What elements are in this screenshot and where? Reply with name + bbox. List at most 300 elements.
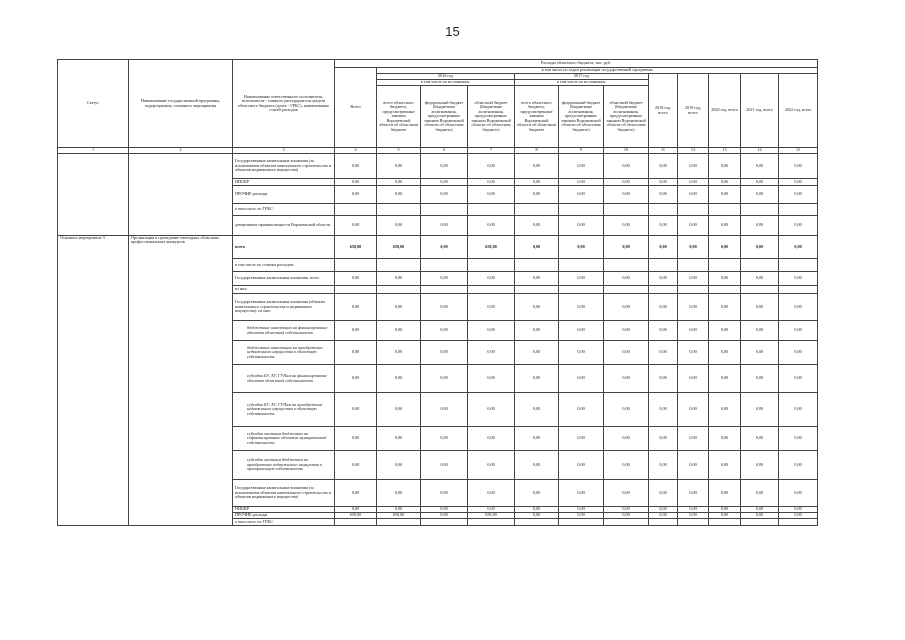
cell-value <box>377 519 421 526</box>
row-label: Государственные капитальные вложения (за исключением объектов капитального строительства и объектов недвижимого имущества) <box>233 480 335 507</box>
cell-value <box>515 519 559 526</box>
cell-value: 0,00 <box>515 272 559 286</box>
cell-value: 0,00 <box>604 365 649 393</box>
cell-value: 0,00 <box>678 294 709 321</box>
cell-value: 0,00 <box>678 365 709 393</box>
header-total: Всего <box>335 68 377 148</box>
cell-value: 0,00 <box>515 365 559 393</box>
cell-value: 0,00 <box>604 179 649 186</box>
cell-value: 0,00 <box>779 272 818 286</box>
cell-value: 0,00 <box>604 507 649 513</box>
cell-value: 0,00 <box>649 507 678 513</box>
cell-value: 0,00 <box>741 216 779 236</box>
cell-value: 0,00 <box>468 341 515 365</box>
cell-value: 0,00 <box>377 321 421 341</box>
cell-value: 0,00 <box>649 321 678 341</box>
cell-value: 0,00 <box>649 186 678 204</box>
cell-value: 0,00 <box>741 321 779 341</box>
cell-value: 0,00 <box>468 186 515 204</box>
cell-value <box>377 286 421 294</box>
cell-value: 0,00 <box>468 179 515 186</box>
cell-value: 0,00 <box>335 507 377 513</box>
cell-value: 0,00 <box>741 451 779 480</box>
cell-value: 0,00 <box>649 294 678 321</box>
cell-value: 0,00 <box>604 186 649 204</box>
cell-value: 0,00 <box>604 236 649 259</box>
cell-value: 0,00 <box>377 294 421 321</box>
col-num: 14 <box>741 148 779 154</box>
cell-value: 0,00 <box>335 154 377 179</box>
cell-value: 0,00 <box>468 507 515 513</box>
header-2017-regional: областной бюджет (Бюджетные ассигнования, предусмотренные законом Воронежской области об областном бюджете) <box>604 86 649 148</box>
cell-value: 0,00 <box>678 513 709 519</box>
cell-value: 0,00 <box>678 393 709 427</box>
cell-value <box>678 519 709 526</box>
header-status: Статус <box>58 60 129 148</box>
cell-value: 0,00 <box>421 154 468 179</box>
cell-value <box>678 286 709 294</box>
cell-value: 0,00 <box>649 236 678 259</box>
cell-value: 0,00 <box>335 216 377 236</box>
cell-value <box>741 259 779 272</box>
row-label: Государственные капитальные вложения (объекты капитального строительства и недвижимое имущество), из них: <box>233 294 335 321</box>
cell-value: 658,00 <box>468 513 515 519</box>
row-label: субсидии местным бюджетам на софинансирование объектов муниципальной собственности <box>233 427 335 451</box>
cell-value <box>421 286 468 294</box>
cell-value <box>741 204 779 216</box>
row-status: Основное мероприятие 3 <box>58 236 129 526</box>
cell-value: 0,00 <box>468 154 515 179</box>
cell-value <box>649 286 678 294</box>
cell-value: 0,00 <box>709 365 741 393</box>
cell-value: 0,00 <box>468 272 515 286</box>
cell-value <box>678 259 709 272</box>
cell-value: 0,00 <box>335 179 377 186</box>
cell-value: 0,00 <box>515 427 559 451</box>
cell-value: 0,00 <box>779 365 818 393</box>
cell-value <box>604 259 649 272</box>
cell-value: 0,00 <box>421 507 468 513</box>
cell-value: 0,00 <box>468 294 515 321</box>
cell-value: 0,00 <box>377 480 421 507</box>
cell-value: 0,00 <box>709 216 741 236</box>
cell-value: 0,00 <box>709 294 741 321</box>
cell-value: 0,00 <box>649 365 678 393</box>
cell-value: 0,00 <box>741 341 779 365</box>
cell-value <box>515 204 559 216</box>
cell-value: 0,00 <box>649 216 678 236</box>
cell-value: 0,00 <box>421 480 468 507</box>
cell-value: 0,00 <box>421 186 468 204</box>
cell-value: 658,00 <box>468 236 515 259</box>
cell-value: 0,00 <box>779 427 818 451</box>
page-number: 15 <box>445 24 460 39</box>
cell-value: 0,00 <box>779 236 818 259</box>
cell-value: 0,00 <box>604 480 649 507</box>
cell-value <box>604 519 649 526</box>
cell-value: 0,00 <box>335 186 377 204</box>
cell-value: 0,00 <box>779 294 818 321</box>
cell-value: 0,00 <box>559 294 604 321</box>
cell-value: 0,00 <box>421 236 468 259</box>
cell-value: 0,00 <box>515 186 559 204</box>
cell-value: 0,00 <box>468 480 515 507</box>
cell-value: 0,00 <box>649 154 678 179</box>
cell-value <box>741 519 779 526</box>
cell-value: 0,00 <box>779 321 818 341</box>
cell-value <box>649 204 678 216</box>
cell-value: 0,00 <box>377 427 421 451</box>
cell-value <box>779 204 818 216</box>
cell-value: 0,00 <box>741 393 779 427</box>
cell-value: 0,00 <box>559 186 604 204</box>
col-num: 7 <box>468 148 515 154</box>
cell-value: 0,00 <box>604 154 649 179</box>
cell-value: 0,00 <box>604 513 649 519</box>
header-program: Наименование государственной программы, подпрограммы, основного мероприятия <box>129 60 233 148</box>
col-num: 13 <box>709 148 741 154</box>
cell-value: 0,00 <box>709 186 741 204</box>
cell-value: 0,00 <box>377 507 421 513</box>
table-row <box>58 154 818 179</box>
cell-value: 0,00 <box>468 321 515 341</box>
cell-value <box>421 519 468 526</box>
cell-value: 0,00 <box>559 507 604 513</box>
cell-value: 0,00 <box>709 154 741 179</box>
header-2016-regional: областной бюджет (Бюджетные ассигнования, предусмотренные законом Воронежской области об областном бюджете) <box>468 86 515 148</box>
cell-value: 0,00 <box>709 236 741 259</box>
cell-value: 0,00 <box>709 321 741 341</box>
cell-value <box>559 286 604 294</box>
cell-value: 0,00 <box>741 179 779 186</box>
row-label: всего <box>233 236 335 259</box>
cell-value: 0,00 <box>779 513 818 519</box>
cell-value: 0,00 <box>559 272 604 286</box>
cell-value: 0,00 <box>468 216 515 236</box>
cell-value: 0,00 <box>678 186 709 204</box>
cell-value: 0,00 <box>421 294 468 321</box>
cell-value: 0,00 <box>421 341 468 365</box>
cell-value: 0,00 <box>741 427 779 451</box>
header-incl-2016: в том числе по источникам: <box>377 80 515 86</box>
cell-value: 0,00 <box>709 451 741 480</box>
cell-value: 0,00 <box>741 480 779 507</box>
cell-value <box>468 259 515 272</box>
cell-value <box>335 259 377 272</box>
cell-value: 0,00 <box>335 451 377 480</box>
cell-value <box>559 204 604 216</box>
cell-value: 0,00 <box>335 294 377 321</box>
cell-value: 658,00 <box>335 513 377 519</box>
row-label: департамент промышленности Воронежской области <box>233 216 335 236</box>
cell-value: 0,00 <box>779 507 818 513</box>
cell-value: 0,00 <box>741 365 779 393</box>
col-num: 12 <box>678 148 709 154</box>
cell-value: 0,00 <box>779 154 818 179</box>
cell-value: 0,00 <box>421 513 468 519</box>
cell-value: 0,00 <box>377 186 421 204</box>
cell-value: 658,00 <box>377 236 421 259</box>
col-num: 11 <box>649 148 678 154</box>
cell-value: 0,00 <box>649 451 678 480</box>
cell-value: 0,00 <box>649 341 678 365</box>
cell-value: 0,00 <box>741 272 779 286</box>
cell-value: 0,00 <box>678 272 709 286</box>
header-2021: 2021 год, всего <box>741 74 779 148</box>
cell-value: 0,00 <box>559 321 604 341</box>
cell-value: 0,00 <box>515 236 559 259</box>
cell-value: 0,00 <box>377 272 421 286</box>
cell-value <box>604 204 649 216</box>
cell-value: 0,00 <box>741 513 779 519</box>
cell-value <box>709 259 741 272</box>
row-label: ПРОЧИЕ расходы <box>233 513 335 519</box>
cell-value: 0,00 <box>649 179 678 186</box>
cell-value: 0,00 <box>779 393 818 427</box>
col-num: 5 <box>377 148 421 154</box>
cell-value: 0,00 <box>377 216 421 236</box>
cell-value: 0,00 <box>515 321 559 341</box>
cell-value: 0,00 <box>421 216 468 236</box>
cell-value: 0,00 <box>678 179 709 186</box>
cell-value: 0,00 <box>709 341 741 365</box>
cell-value: 0,00 <box>421 365 468 393</box>
header-year-2016: 2016 год <box>377 74 515 80</box>
cell-value: 0,00 <box>709 179 741 186</box>
col-num: 3 <box>233 148 335 154</box>
cell-value: 0,00 <box>515 216 559 236</box>
cell-value: 0,00 <box>468 451 515 480</box>
cell-value: 0,00 <box>515 294 559 321</box>
cell-value <box>421 204 468 216</box>
cell-value: 0,00 <box>741 154 779 179</box>
cell-value: 0,00 <box>335 365 377 393</box>
cell-value <box>421 259 468 272</box>
cell-value <box>468 519 515 526</box>
cell-value <box>335 204 377 216</box>
header-2020: 2020 год, всего <box>709 74 741 148</box>
col-num: 6 <box>421 148 468 154</box>
cell-value: 0,00 <box>709 480 741 507</box>
cell-value <box>377 204 421 216</box>
cell-value <box>678 204 709 216</box>
cell-value: 0,00 <box>741 294 779 321</box>
col-num: 2 <box>129 148 233 154</box>
cell-value: 0,00 <box>709 507 741 513</box>
cell-value <box>335 286 377 294</box>
cell-value: 0,00 <box>421 179 468 186</box>
row-label: ПРОЧИЕ расходы <box>233 186 335 204</box>
cell-value: 0,00 <box>515 341 559 365</box>
cell-value <box>335 519 377 526</box>
header-incl-2017: в том числе по источникам: <box>515 80 649 86</box>
cell-value: 0,00 <box>559 154 604 179</box>
cell-value: 0,00 <box>678 154 709 179</box>
cell-value: 0,00 <box>515 154 559 179</box>
row-label: субсидии БУ, АУ, ГУПам на финансирование объектов областной собственности <box>233 365 335 393</box>
header-year-2017: 2017 год <box>515 74 649 80</box>
cell-value: 0,00 <box>678 236 709 259</box>
cell-value: 0,00 <box>377 365 421 393</box>
cell-value: 0,00 <box>779 179 818 186</box>
cell-value: 658,00 <box>335 236 377 259</box>
cell-value: 0,00 <box>559 480 604 507</box>
cell-value: 0,00 <box>709 513 741 519</box>
header-2019: 2019 год, всего <box>678 74 709 148</box>
header-budget: Расходы областного бюджета, тыс. руб. <box>335 60 818 68</box>
cell-value: 0,00 <box>709 427 741 451</box>
cell-value: 0,00 <box>678 427 709 451</box>
cell-value: 0,00 <box>335 272 377 286</box>
cell-value: 0,00 <box>649 480 678 507</box>
row-label: субсидии БУ, АУ, ГУПам на приобретение недвижимого имущества в областную собственность <box>233 393 335 427</box>
cell-value: 0,00 <box>604 216 649 236</box>
cell-value: 0,00 <box>421 451 468 480</box>
cell-value: 0,00 <box>515 451 559 480</box>
cell-value: 0,00 <box>515 507 559 513</box>
cell-value: 0,00 <box>678 216 709 236</box>
cell-value: 0,00 <box>515 393 559 427</box>
row-label: Государственные капитальные вложения (за исключением объектов капитального строительства и объектов недвижимого имущества) <box>233 154 335 179</box>
header-2016-federal: федеральный бюджет (Бюджетные ассигнования, предусмотренные законом Воронежской области об областном бюджете) <box>421 86 468 148</box>
cell-value: 0,00 <box>709 272 741 286</box>
col-num: 8 <box>515 148 559 154</box>
cell-value: 0,00 <box>604 393 649 427</box>
col-num: 10 <box>604 148 649 154</box>
cell-value: 0,00 <box>421 272 468 286</box>
col-num: 9 <box>559 148 604 154</box>
row-label: НИОКР <box>233 507 335 513</box>
row-program <box>129 154 233 236</box>
cell-value: 0,00 <box>604 321 649 341</box>
col-num: 15 <box>779 148 818 154</box>
row-label: в том числе по статьям расходов: <box>233 259 335 272</box>
cell-value: 658,00 <box>377 513 421 519</box>
cell-value: 0,00 <box>649 513 678 519</box>
cell-value: 0,00 <box>604 451 649 480</box>
cell-value <box>709 204 741 216</box>
cell-value: 0,00 <box>515 480 559 507</box>
cell-value: 0,00 <box>377 451 421 480</box>
cell-value: 0,00 <box>335 321 377 341</box>
cell-value <box>559 519 604 526</box>
cell-value: 0,00 <box>649 427 678 451</box>
row-program: Организация и проведение ежегодных областных профессиональных конкурсов <box>129 236 233 526</box>
cell-value: 0,00 <box>604 427 649 451</box>
cell-value <box>559 259 604 272</box>
row-label: субсидии местным бюджетам на приобретение недвижимого имущества в муниципальную собственность <box>233 451 335 480</box>
header-2017-federal: федеральный бюджет (Бюджетные ассигнования, предусмотренные законом Воронежской области об областном бюджете) <box>559 86 604 148</box>
cell-value: 0,00 <box>678 507 709 513</box>
cell-value: 0,00 <box>604 341 649 365</box>
cell-value: 0,00 <box>335 341 377 365</box>
cell-value: 0,00 <box>678 341 709 365</box>
cell-value: 0,00 <box>559 341 604 365</box>
cell-value: 0,00 <box>709 393 741 427</box>
cell-value <box>649 259 678 272</box>
cell-value: 0,00 <box>741 186 779 204</box>
row-label: НИОКР <box>233 179 335 186</box>
row-label: бюджетные инвестиции на финансирование объектов областной собственности <box>233 321 335 341</box>
cell-value: 0,00 <box>559 216 604 236</box>
cell-value: 0,00 <box>377 179 421 186</box>
cell-value: 0,00 <box>335 480 377 507</box>
header-2017-total: всего областного бюджета, предусмотренные законом Воронежской области об областном бюджете <box>515 86 559 148</box>
row-status <box>58 154 129 236</box>
cell-value: 0,00 <box>559 451 604 480</box>
cell-value: 0,00 <box>468 365 515 393</box>
cell-value: 0,00 <box>779 480 818 507</box>
cell-value: 0,00 <box>779 341 818 365</box>
cell-value: 0,00 <box>421 321 468 341</box>
cell-value <box>709 519 741 526</box>
cell-value: 0,00 <box>779 216 818 236</box>
row-label: бюджетные инвестиции на приобретение недвижимого имущества в областную собственность <box>233 341 335 365</box>
header-2018: 2018 год, всего <box>649 74 678 148</box>
cell-value <box>779 259 818 272</box>
cell-value <box>779 286 818 294</box>
budget-table <box>57 59 818 526</box>
cell-value <box>709 286 741 294</box>
cell-value <box>604 286 649 294</box>
cell-value <box>515 259 559 272</box>
col-num: 1 <box>58 148 129 154</box>
cell-value: 0,00 <box>741 236 779 259</box>
cell-value: 0,00 <box>678 451 709 480</box>
cell-value: 0,00 <box>559 236 604 259</box>
cell-value: 0,00 <box>468 427 515 451</box>
cell-value: 0,00 <box>515 513 559 519</box>
cell-value: 0,00 <box>335 393 377 427</box>
cell-value <box>468 204 515 216</box>
cell-value: 0,00 <box>779 451 818 480</box>
row-label: из них: <box>233 286 335 294</box>
cell-value: 0,00 <box>678 480 709 507</box>
cell-value: 0,00 <box>377 154 421 179</box>
cell-value: 0,00 <box>559 365 604 393</box>
cell-value: 0,00 <box>779 186 818 204</box>
header-2022: 2022 год, всего <box>779 74 818 148</box>
cell-value <box>515 286 559 294</box>
cell-value: 0,00 <box>421 427 468 451</box>
cell-value: 0,00 <box>741 507 779 513</box>
cell-value: 0,00 <box>559 513 604 519</box>
row-label: Государственные капитальные вложения, всего <box>233 272 335 286</box>
cell-value: 0,00 <box>649 393 678 427</box>
row-label: в том числе по ГРБС: <box>233 519 335 526</box>
cell-value: 0,00 <box>377 393 421 427</box>
cell-value: 0,00 <box>559 427 604 451</box>
cell-value <box>468 286 515 294</box>
cell-value: 0,00 <box>649 272 678 286</box>
cell-value <box>741 286 779 294</box>
cell-value: 0,00 <box>604 294 649 321</box>
table-row <box>58 236 818 259</box>
cell-value: 0,00 <box>678 321 709 341</box>
cell-value: 0,00 <box>559 179 604 186</box>
cell-value <box>649 519 678 526</box>
cell-value: 0,00 <box>421 393 468 427</box>
row-label: в том числе по ГРБС: <box>233 204 335 216</box>
header-executor: Наименование ответственного исполнителя, исполнителя - главного распорядителя средств областного бюджета (далее - ГРБС), наименование статей расходов <box>233 60 335 148</box>
col-num: 4 <box>335 148 377 154</box>
cell-value: 0,00 <box>377 341 421 365</box>
cell-value: 0,00 <box>604 272 649 286</box>
cell-value: 0,00 <box>559 393 604 427</box>
cell-value: 0,00 <box>468 393 515 427</box>
cell-value: 0,00 <box>515 179 559 186</box>
cell-value: 0,00 <box>335 427 377 451</box>
